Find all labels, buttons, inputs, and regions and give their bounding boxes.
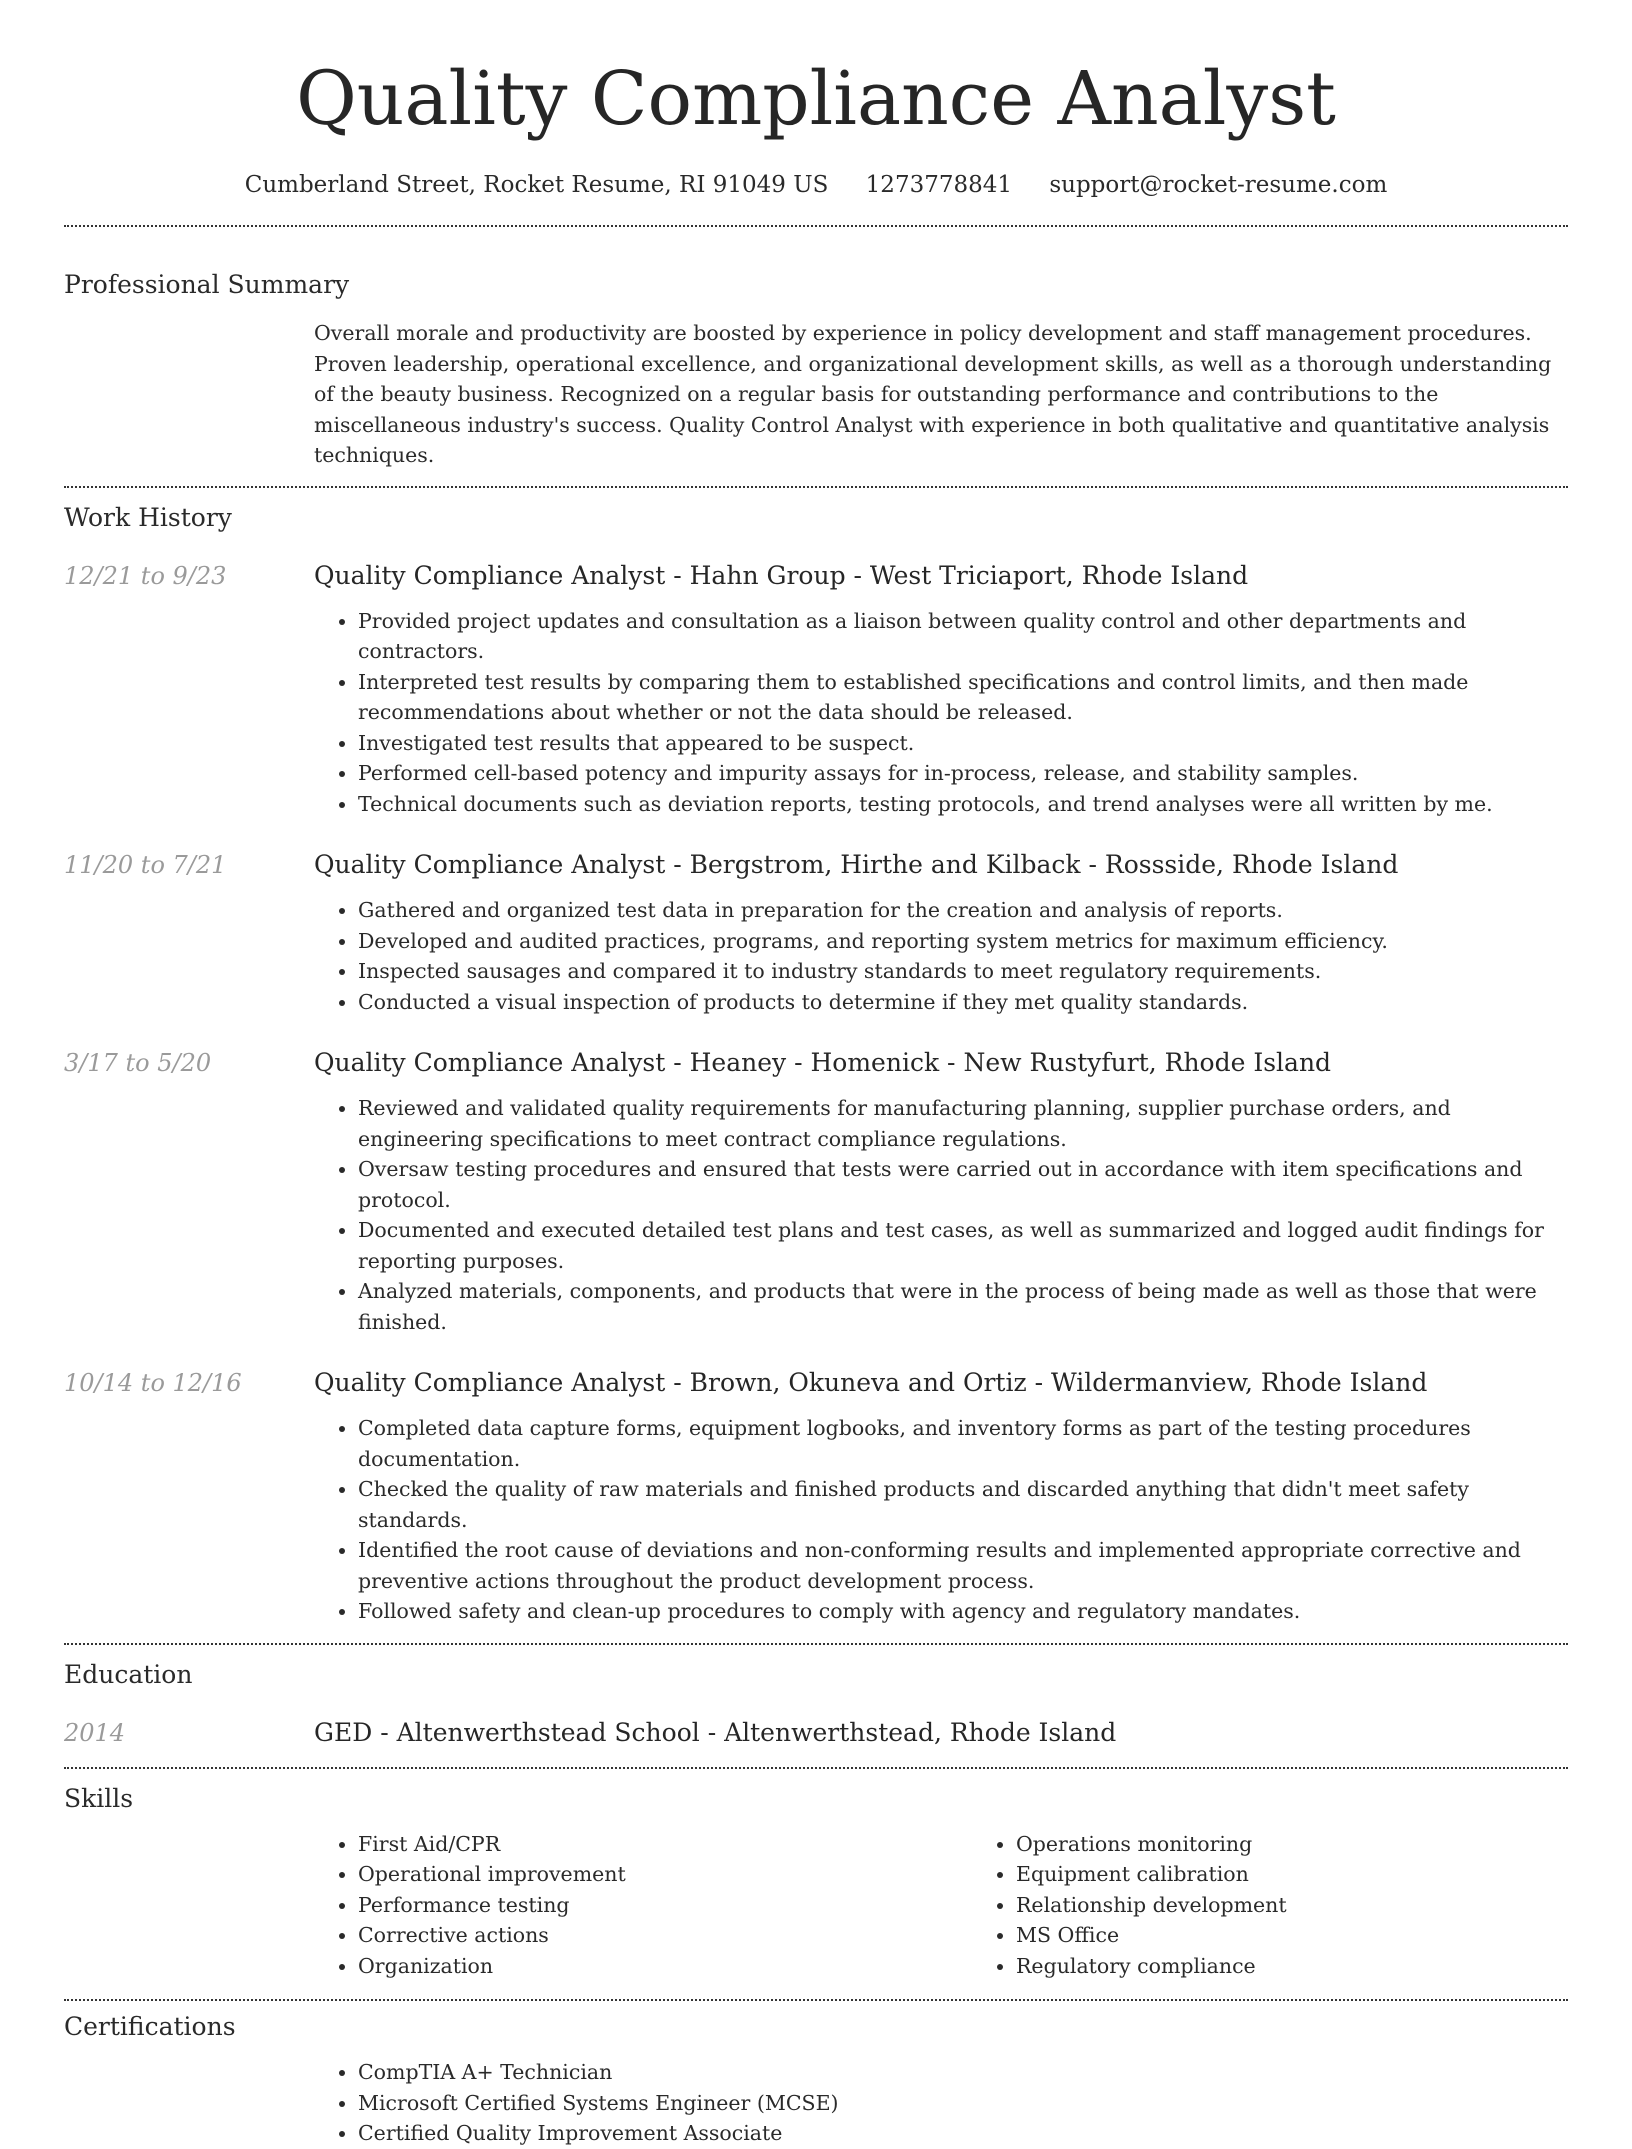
job-bullets	[314, 606, 1568, 820]
education-year: 2014	[64, 1718, 126, 1747]
divider	[64, 1999, 1568, 2001]
job-title: Quality Compliance Analyst - Brown, Okuneva and Ortiz - Wildermanview, Rhode Island	[314, 1368, 1428, 1397]
work-history-heading: Work History	[64, 502, 232, 532]
summary-heading: Professional Summary	[64, 270, 350, 299]
divider	[64, 225, 1568, 227]
list-item: • Conducted a visual inspection of products to determine if they met quality standards.	[358, 987, 1568, 1018]
skills-heading: Skills	[64, 1783, 134, 1813]
job-bullets	[314, 1413, 1568, 1627]
certifications-section	[64, 2011, 1568, 2149]
summary-text: Overall morale and productivity are boosted by experience in policy development and staff management procedures. Proven leadership, operational excellence, and organizational development skills, as well as a thorough understanding of the beauty business. Recognized on a regular basis for outstanding performance and contributions to the miscellaneous industry's success. Quality Control Analyst with experience in both qualitative and quantitative analysis techniques.	[314, 321, 1552, 467]
list-item: • Identified the root cause of deviations and non-conforming results and implemented appropriate corrective and preventive actions throughout the product development process.	[358, 1535, 1568, 1596]
summary-section	[64, 269, 1568, 471]
skill-item: • Performance testing	[358, 1890, 972, 1921]
contact-email: support@rocket-resume.com	[1049, 172, 1388, 198]
list-item: • Interpreted test results by comparing them to established specifications and control limits, and then made recommendations about whether or not the data should be released.	[358, 667, 1568, 728]
job-dates: 11/20 to 7/21	[64, 851, 227, 879]
contact-address: Cumberland Street, Rocket Resume, RI 91049 US	[244, 172, 829, 198]
skills-list-left	[314, 1829, 972, 1982]
list-item: • Checked the quality of raw materials and finished products and discarded anything that didn't meet safety standards.	[358, 1474, 1568, 1535]
skill-item: • Operations monitoring	[1016, 1829, 1630, 1860]
skill-item: • Organization	[358, 1951, 972, 1982]
job-entry	[64, 1047, 1568, 1337]
list-item: • Followed safety and clean-up procedures to comply with agency and regulatory mandates.	[358, 1596, 1568, 1627]
skill-item: • Relationship development	[1016, 1890, 1630, 1921]
skill-item: • First Aid/CPR	[358, 1829, 972, 1860]
contact-line	[64, 170, 1568, 200]
job-entry	[64, 560, 1568, 820]
certification-item: • CompTIA A+ Technician	[358, 2057, 1568, 2088]
skills-list-right	[972, 1829, 1630, 1982]
job-bullets	[314, 1093, 1568, 1337]
list-item: • Developed and audited practices, programs, and reporting system metrics for maximum efficiency.	[358, 926, 1568, 957]
list-item: • Provided project updates and consultation as a liaison between quality control and other departments and contractors.	[358, 606, 1568, 667]
list-item: • Completed data capture forms, equipment logbooks, and inventory forms as part of the testing procedures documentation.	[358, 1413, 1568, 1474]
candidate-name: Quality Compliance Analyst	[296, 56, 1336, 142]
job-title: Quality Compliance Analyst - Hahn Group - West Triciaport, Rhode Island	[314, 560, 1249, 590]
list-item: • Oversaw testing procedures and ensured that tests were carried out in accordance with item specifications and protocol.	[358, 1154, 1568, 1215]
skills-section	[64, 1783, 1568, 1982]
list-item: • Performed cell-based potency and impurity assays for in-process, release, and stability samples.	[358, 758, 1568, 789]
education-section	[64, 1659, 1568, 1749]
skill-item: • MS Office	[1016, 1920, 1630, 1951]
list-item: • Documented and executed detailed test plans and test cases, as well as summarized and logged audit findings for reporting purposes.	[358, 1215, 1568, 1276]
job-bullets	[314, 895, 1568, 1017]
resume-page	[64, 0, 1568, 2149]
contact-phone: 1273778841	[865, 172, 1013, 198]
list-item: • Inspected sausages and compared it to industry standards to meet regulatory requirements.	[358, 956, 1568, 987]
job-dates: 3/17 to 5/20	[64, 1049, 212, 1077]
list-item: • Investigated test results that appeared to be suspect.	[358, 728, 1568, 759]
list-item: • Analyzed materials, components, and products that were in the process of being made as well as those that were finished.	[358, 1276, 1568, 1337]
certifications-list	[314, 2057, 1568, 2149]
education-entry: GED - Altenwerthstead School - Altenwerthstead, Rhode Island	[314, 1717, 1117, 1747]
divider	[64, 1767, 1568, 1769]
certification-item: • Microsoft Certified Systems Engineer (MCSE)	[358, 2088, 1568, 2119]
divider	[64, 486, 1568, 488]
education-heading: Education	[64, 1659, 193, 1689]
job-title: Quality Compliance Analyst - Heaney - Homenick - New Rustyfurt, Rhode Island	[314, 1048, 1332, 1077]
job-dates: 10/14 to 12/16	[64, 1369, 242, 1397]
job-entry	[64, 849, 1568, 1017]
list-item: • Gathered and organized test data in preparation for the creation and analysis of reports.	[358, 895, 1568, 926]
certification-item: • Certified Quality Improvement Associate	[358, 2118, 1568, 2149]
job-dates: 12/21 to 9/23	[64, 561, 227, 590]
work-history-section	[64, 502, 1568, 1627]
certifications-heading: Certifications	[64, 2012, 236, 2041]
job-title: Quality Compliance Analyst - Bergstrom, Hirthe and Kilback - Rossside, Rhode Island	[314, 850, 1399, 879]
skill-item: • Regulatory compliance	[1016, 1951, 1630, 1982]
job-entry	[64, 1367, 1568, 1627]
skill-item: • Operational improvement	[358, 1859, 972, 1890]
list-item: • Reviewed and validated quality requirements for manufacturing planning, supplier purchase orders, and engineering specifications to meet contract compliance regulations.	[358, 1093, 1568, 1154]
skill-item: • Equipment calibration	[1016, 1859, 1630, 1890]
skill-item: • Corrective actions	[358, 1920, 972, 1951]
list-item: • Technical documents such as deviation reports, testing protocols, and trend analyses were all written by me.	[358, 789, 1568, 820]
divider	[64, 1643, 1568, 1645]
